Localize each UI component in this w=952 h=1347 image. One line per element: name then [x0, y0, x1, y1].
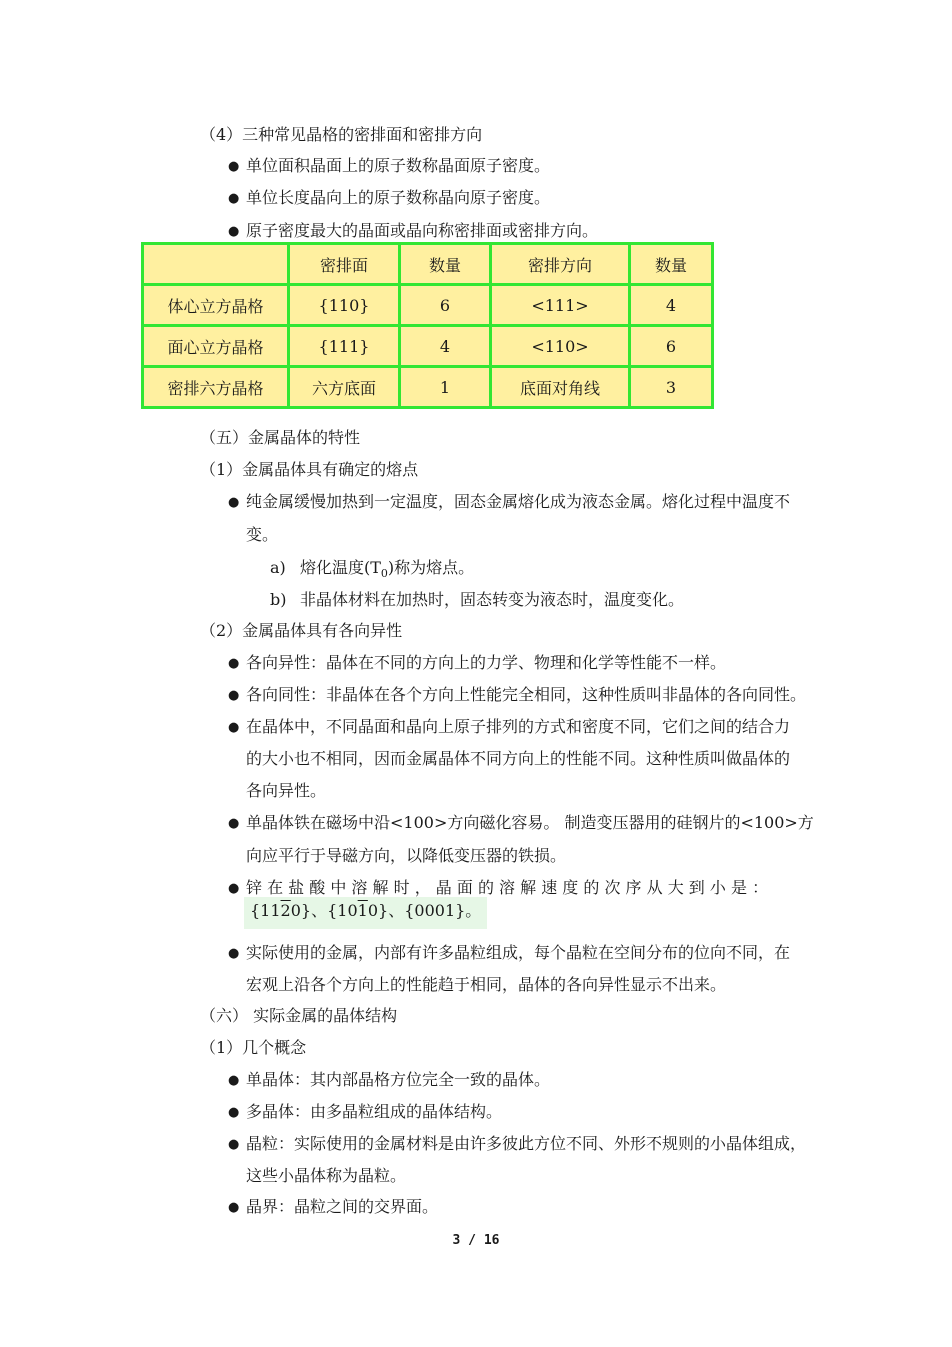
lattice-table	[141, 242, 714, 409]
sub-item-b	[270, 589, 684, 611]
bullet-icon: ●	[228, 816, 240, 831]
bullet-icon: ●	[228, 159, 240, 174]
table-header-row	[143, 244, 713, 285]
bullet-text: 单晶体铁在磁场中沿<100>方向磁化容易。 制造变压器用的硅钢片的<100>方	[246, 813, 814, 832]
page-number: 3 / 16	[452, 1233, 500, 1248]
table-cell: 体心立方晶格	[143, 285, 289, 326]
table-cell: {111}	[289, 326, 400, 367]
bullet-text: 实际使用的金属，内部有许多晶粒组成，每个晶粒在空间分布的位向不同，在	[246, 943, 791, 962]
table-header-cell	[143, 244, 289, 285]
bullet-text: 锌 在 盐 酸 中 溶 解 时 ， 晶 面 的 溶 解 速 度 的 次 序 从 大 到 小 是 ：	[246, 878, 769, 897]
sub-item-label: a)	[270, 558, 286, 577]
section-heading: （六） 实际金属的晶体结构	[200, 1006, 398, 1025]
formula-part: {10	[327, 901, 358, 920]
table-cell: <111>	[491, 285, 630, 326]
table-header-cell: 密排方向	[491, 244, 630, 285]
bullet-text: 各向同性：非晶体在各个方向上性能完全相同，这种性质叫非晶体的各向同性。	[246, 685, 807, 704]
bullet-text: 纯金属缓慢加热到一定温度，固态金属熔化成为液态金属。熔化过程中温度不	[246, 492, 791, 511]
section-heading: （五）金属晶体的特性	[200, 428, 361, 447]
table-header-cell: 数量	[400, 244, 491, 285]
bullet-icon: ●	[228, 881, 240, 896]
bullet-text: 各向异性：晶体在不同的方向上的力学、物理和化学等性能不一样。	[246, 653, 727, 672]
table-cell: 面心立方晶格	[143, 326, 289, 367]
table-row	[143, 367, 713, 408]
bullet-icon: ●	[228, 946, 240, 961]
table-row	[143, 326, 713, 367]
table-header-cell: 数量	[630, 244, 713, 285]
miller-index-formula	[244, 897, 487, 929]
bullet-text: 多晶体：由多晶粒组成的晶体结构。	[246, 1102, 503, 1121]
sub-item-a	[270, 557, 474, 585]
table-cell: 密排六方晶格	[143, 367, 289, 408]
table-cell: 1	[400, 367, 491, 408]
bullet-text: 晶界：晶粒之间的交界面。	[246, 1197, 439, 1216]
formula-end: 。	[465, 901, 482, 920]
table-cell: 6	[400, 285, 491, 326]
table-cell: 六方底面	[289, 367, 400, 408]
formula-separator: 、	[388, 901, 405, 920]
bullet-text: 在晶体中，不同晶面和晶向上原子排列的方式和密度不同，它们之间的结合力	[246, 717, 791, 736]
subsection-heading: （2）金属晶体具有各向异性	[200, 621, 403, 640]
bullet-icon: ●	[228, 191, 240, 206]
sub-item-text: 非晶体材料在加热时，固态转变为液态时，温度变化。	[300, 590, 685, 609]
bullet-text: 单位面积晶面上的原子数称晶面原子密度。	[246, 156, 551, 175]
bullet-text-continued: 变。	[246, 525, 279, 544]
bullet-text-continued: 宏观上沿各个方向上的性能趋于相同，晶体的各向异性显示不出来。	[246, 975, 727, 994]
table-cell: 4	[630, 285, 713, 326]
bullet-icon: ●	[228, 1137, 240, 1152]
bullet-text-continued: 向应平行于导磁方向，以降低变压器的铁损。	[246, 846, 567, 865]
bullet-text-continued: 的大小也不相同，因而金属晶体不同方向上的性能不同。这种性质叫做晶体的	[246, 749, 791, 768]
bullet-text-continued: 这些小晶体称为晶粒。	[246, 1166, 407, 1185]
bullet-icon: ●	[228, 1200, 240, 1215]
table-cell: 6	[630, 326, 713, 367]
bullet-icon: ●	[228, 656, 240, 671]
table-row	[143, 285, 713, 326]
subsection-heading: （1）金属晶体具有确定的熔点	[200, 460, 419, 479]
sub-item-text: 熔化温度(T	[300, 558, 381, 577]
bullet-text-continued: 各向异性。	[246, 781, 327, 800]
bullet-icon: ●	[228, 495, 240, 510]
table-cell: 3	[630, 367, 713, 408]
formula-part: 0}	[290, 901, 312, 920]
table-cell: 4	[400, 326, 491, 367]
bullet-text: 原子密度最大的晶面或晶向称密排面或密排方向。	[246, 221, 599, 240]
bullet-icon: ●	[228, 1073, 240, 1088]
table-cell: 底面对角线	[491, 367, 630, 408]
bullet-icon: ●	[228, 688, 240, 703]
bullet-icon: ●	[228, 720, 240, 735]
bullet-icon: ●	[228, 224, 240, 239]
formula-overbar-digit: 1	[357, 901, 368, 920]
table-cell: {110}	[289, 285, 400, 326]
subsection-heading: （1）几个概念	[200, 1038, 307, 1057]
table-cell: <110>	[491, 326, 630, 367]
bullet-icon: ●	[228, 1105, 240, 1120]
formula-part: {11	[250, 901, 281, 920]
sub-item-label: b)	[270, 590, 287, 609]
section-heading: （4）三种常见晶格的密排面和密排方向	[200, 125, 483, 144]
bullet-text: 单晶体：其内部晶格方位完全一致的晶体。	[246, 1070, 551, 1089]
subscript: 0	[380, 567, 388, 581]
formula-part: 0}	[367, 901, 389, 920]
formula-overbar-digit: 2	[280, 901, 291, 920]
bullet-text: 晶粒：实际使用的金属材料是由许多彼此方位不同、外形不规则的小晶体组成，	[246, 1134, 807, 1153]
table-header-cell: 密排面	[289, 244, 400, 285]
bullet-text: 单位长度晶向上的原子数称晶向原子密度。	[246, 188, 551, 207]
sub-item-text: )称为熔点。	[387, 558, 475, 577]
formula-separator: 、	[311, 901, 328, 920]
formula-part: {0001}	[404, 901, 466, 920]
